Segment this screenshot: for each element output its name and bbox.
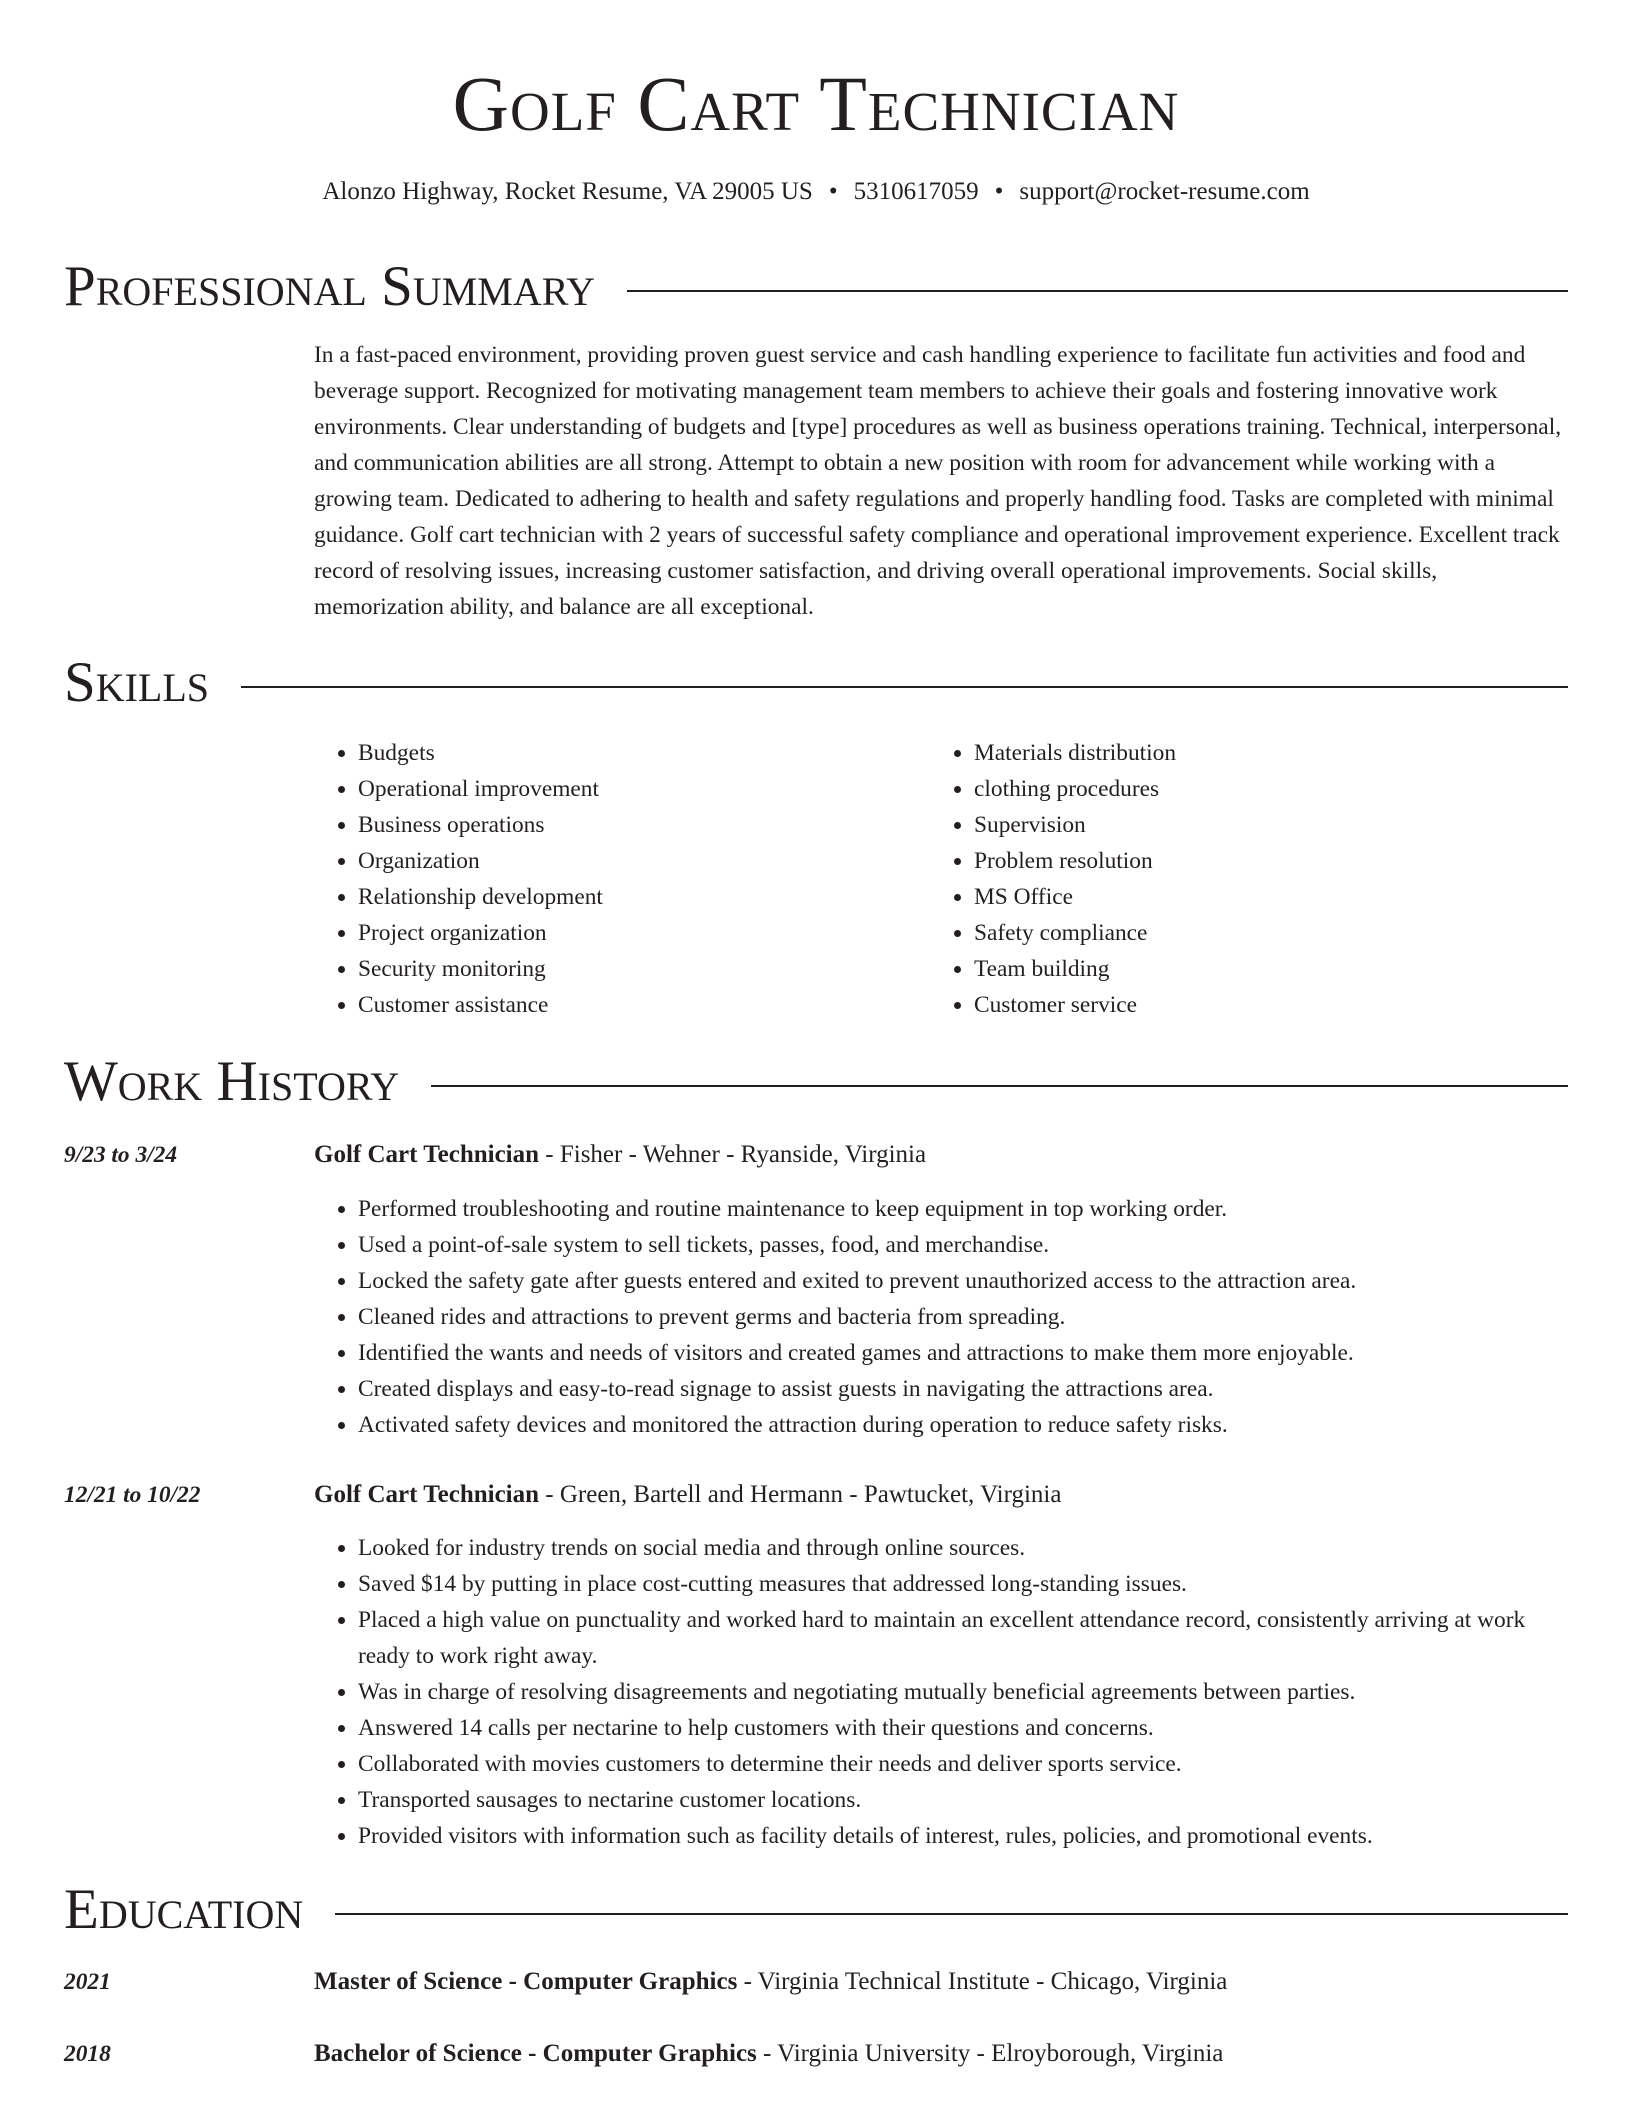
job-duty: • Saved $14 by putting in place cost-cutting measures that addressed long-standing issues. xyxy=(358,1566,1568,1602)
degree-name: Bachelor of Science - Computer Graphics xyxy=(314,2040,757,2067)
skill-item: • MS Office xyxy=(974,879,1176,915)
job-heading xyxy=(314,1137,1568,1173)
separator-dot: • xyxy=(828,178,838,205)
job-duty: • Used a point-of-sale system to sell tickets, passes, food, and merchandise. xyxy=(358,1227,1568,1263)
skill-item: • Materials distribution xyxy=(974,735,1176,771)
job-heading xyxy=(314,1477,1568,1513)
job-duties-list xyxy=(314,1191,1568,1443)
skills-section-header xyxy=(64,650,1568,716)
job-duty: • Answered 14 calls per nectarine to help customers with their questions and concerns. xyxy=(358,1710,1568,1746)
skill-item: • Safety compliance xyxy=(974,915,1176,951)
skill-item: • Operational improvement xyxy=(358,771,603,807)
skill-item: • Team building xyxy=(974,951,1176,987)
contact-email: support@rocket-resume.com xyxy=(1019,178,1310,205)
institution-details: - Virginia Technical Institute - Chicago, Virginia xyxy=(737,1968,1228,1995)
section-divider xyxy=(431,1085,1568,1087)
skill-item: • Business operations xyxy=(358,807,603,843)
job-title: Golf Cart Technician xyxy=(314,1141,540,1168)
education-entry xyxy=(314,1964,1568,2000)
skills-list-right xyxy=(930,735,1176,1023)
job-duty: • Created displays and easy-to-read signage to assist guests in navigating the attractions area. xyxy=(358,1371,1568,1407)
contact-address: Alonzo Highway, Rocket Resume, VA 29005 US xyxy=(322,178,813,205)
job-duty: • Cleaned rides and attractions to prevent germs and bacteria from spreading. xyxy=(358,1299,1568,1335)
job-duty: • Locked the safety gate after guests entered and exited to prevent unauthorized access to the attraction area. xyxy=(358,1263,1568,1299)
job-title: Golf Cart Technician xyxy=(314,1481,540,1508)
job-duty: • Identified the wants and needs of visitors and created games and attractions to make them more enjoyable. xyxy=(358,1335,1568,1371)
skill-item: • Customer service xyxy=(974,987,1176,1023)
education-heading: Education xyxy=(64,1878,304,1941)
job-duties-list xyxy=(314,1530,1568,1854)
education-entry xyxy=(314,2036,1568,2072)
candidate-name: Golf Cart Technician xyxy=(452,60,1180,147)
summary-text: In a fast-paced environment, providing proven guest service and cash handling experience to facilitate fun activities and food and beverage support. Recognized for motivating management team members to achieve their goals and fostering innovative work environments. Clear understanding of budgets and [type] procedures as well as business operations training. Technical, interpersonal, and communication abilities are all strong. Attempt to obtain a new position with room for advancement while working with a growing team. Dedicated to adhering to health and safety regulations and properly handling food. Tasks are completed with minimal guidance. Golf cart technician with 2 years of successful safety compliance and operational improvement experience. Excellent track record of resolving issues, increasing customer satisfaction, and driving overall operational improvements. Social skills, memorization ability, and balance are all exceptional. xyxy=(314,342,1562,620)
skill-item: • Customer assistance xyxy=(358,987,603,1023)
degree-name: Master of Science - Computer Graphics xyxy=(314,1968,738,1995)
skill-item: • Problem resolution xyxy=(974,843,1176,879)
work-heading: Work History xyxy=(64,1050,400,1113)
job-duty: • Activated safety devices and monitored the attraction during operation to reduce safety risks. xyxy=(358,1407,1568,1443)
summary-section-header xyxy=(64,254,1568,320)
section-divider xyxy=(627,290,1568,292)
education-section-header xyxy=(64,1877,1568,1943)
education-year: 2021 xyxy=(64,1969,111,1995)
job-employer: - Green, Bartell and Hermann - Pawtucket, Virginia xyxy=(539,1481,1062,1508)
job-duty: • Was in charge of resolving disagreements and negotiating mutually beneficial agreements between parties. xyxy=(358,1674,1568,1710)
institution-details: - Virginia University - Elroyborough, Virginia xyxy=(756,2040,1224,2067)
section-divider xyxy=(335,1913,1568,1915)
job-duty: • Provided visitors with information such as facility details of interest, rules, policies, and promotional events. xyxy=(358,1818,1568,1854)
section-divider xyxy=(241,686,1568,688)
skill-item: • Relationship development xyxy=(358,879,603,915)
job-duty: • Performed troubleshooting and routine maintenance to keep equipment in top working order. xyxy=(358,1191,1568,1227)
skill-item: • clothing procedures xyxy=(974,771,1176,807)
job-employer: - Fisher - Wehner - Ryanside, Virginia xyxy=(539,1141,927,1168)
skill-item: • Security monitoring xyxy=(358,951,603,987)
skills-list-left xyxy=(314,735,603,1023)
contact-line xyxy=(0,175,1632,209)
education-year: 2018 xyxy=(64,2041,111,2067)
job-duty: • Placed a high value on punctuality and worked hard to maintain an excellent attendance record, consistently arriving at work ready to work right away. xyxy=(358,1602,1568,1674)
skill-item: • Project organization xyxy=(358,915,603,951)
skills-heading: Skills xyxy=(64,651,210,714)
summary-heading: Professional Summary xyxy=(64,255,596,318)
job-dates: 9/23 to 3/24 xyxy=(64,1142,178,1168)
job-duty: • Collaborated with movies customers to determine their needs and deliver sports service. xyxy=(358,1746,1568,1782)
job-duty: • Transported sausages to nectarine customer locations. xyxy=(358,1782,1568,1818)
skill-item: • Supervision xyxy=(974,807,1176,843)
contact-phone: 5310617059 xyxy=(853,178,979,205)
separator-dot: • xyxy=(994,178,1004,205)
work-section-header xyxy=(64,1049,1568,1115)
job-dates: 12/21 to 10/22 xyxy=(64,1482,201,1508)
job-duty: • Looked for industry trends on social media and through online sources. xyxy=(358,1530,1568,1566)
skill-item: • Organization xyxy=(358,843,603,879)
skill-item: • Budgets xyxy=(358,735,603,771)
